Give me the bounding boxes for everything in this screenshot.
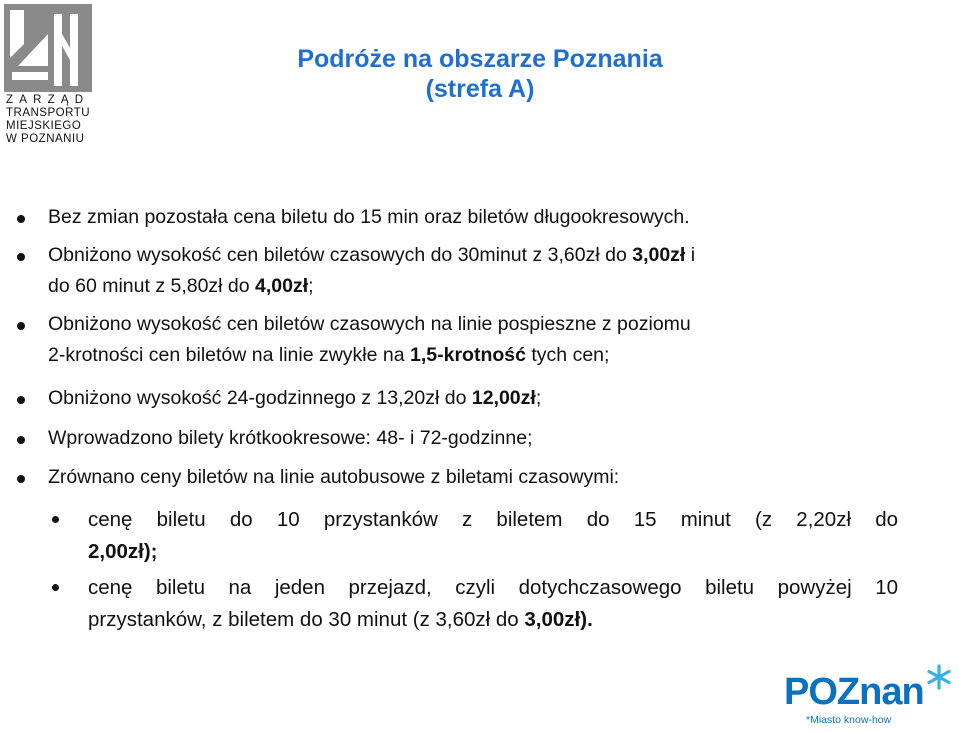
price-value: 3,00zł (632, 244, 686, 266)
sub-list-item-text: cenę biletu na jeden przejazd, czyli dotychczasowego biletu powyżej 10 (88, 576, 898, 599)
ztm-logo-text (6, 94, 98, 146)
ztm-logo-line: W POZNANIU (6, 133, 85, 145)
text-segment: i (685, 244, 696, 266)
text-segment: tych cen; (525, 344, 610, 366)
poznan-brand: POZnan (784, 671, 924, 713)
sub-list-item-text: cenę biletu do 10 przystanków z biletem do 15 minut (z 2,20zł do (88, 508, 898, 531)
poznan-slogan: *Miasto know-how (806, 714, 892, 726)
price-value: 12,00zł (471, 387, 536, 409)
list-item-text (48, 423, 898, 454)
sub-list-item (88, 504, 898, 568)
list-item-text (48, 240, 898, 271)
sub-bullet-icon (52, 584, 59, 591)
ztm-logo-line: TRANSPORTU (6, 107, 91, 119)
list-item-text (48, 383, 898, 414)
text-segment: Obniżono wysokość cen biletów czasowych do 30minut z 3,60zł do (48, 244, 633, 266)
price-value: 2,00zł); (88, 540, 158, 563)
asterisk-icon (926, 664, 952, 690)
text-segment: Wprowadzono bilety krótkookresowe: 48- i 72-godzinne; (48, 427, 533, 449)
list-item (48, 240, 898, 302)
text-segment: Zrównano ceny biletów na linie autobusowe z biletami czasowymi: (48, 466, 620, 488)
text-segment: Bez zmian pozostała cena biletu do 15 min oraz biletów długookresowych. (48, 206, 690, 228)
list-item-text (48, 462, 898, 493)
text-segment: ; (535, 387, 542, 409)
price-value: 3,00zł). (524, 608, 593, 631)
text-segment: Obniżono wysokość 24-godzinnego z 13,20zł do (48, 387, 472, 409)
ztm-logo-line: ZARZĄD (6, 94, 90, 106)
poznan-logo (784, 664, 956, 728)
bullet-icon (17, 396, 25, 404)
list-item (48, 423, 898, 454)
bullet-icon (17, 215, 25, 223)
text-segment: 2-krotności cen biletów na linie zwykłe na (48, 344, 411, 366)
multiplier-value: 1,5-krotność (410, 344, 526, 366)
bullet-icon (17, 253, 25, 261)
bullet-icon (17, 475, 25, 483)
list-item (48, 462, 898, 493)
sub-bullet-icon (52, 516, 59, 523)
text-segment: do 60 minut z 5,80zł do (48, 275, 256, 297)
sub-list-item-text (88, 604, 898, 636)
list-item (48, 383, 898, 414)
list-item-text (48, 340, 898, 371)
sub-list-item-text (88, 536, 898, 568)
list-item-text (48, 202, 898, 233)
ztm-logo-line: MIEJSKIEGO (6, 120, 82, 132)
bullet-icon (17, 436, 25, 444)
text-segment: przystanków, z biletem do 30 minut (z 3,60zł do (88, 608, 525, 631)
text-segment: ; (308, 275, 314, 297)
price-value: 4,00zł (255, 275, 309, 297)
page-title (230, 44, 730, 104)
ztm-logo-icon (4, 4, 92, 92)
list-item (48, 202, 898, 233)
text-segment: Obniżono wysokość cen biletów czasowych na linie pospieszne z poziomu (48, 313, 691, 335)
title-line-2: (strefa A) (425, 75, 535, 103)
list-item-text (48, 271, 898, 302)
ztm-logo (0, 0, 100, 150)
sub-list-item (88, 572, 898, 636)
title-line-1: Podróże na obszarze Poznania (297, 45, 663, 73)
list-item-text (48, 309, 898, 340)
list-item (48, 309, 898, 371)
bullet-icon (17, 322, 25, 330)
